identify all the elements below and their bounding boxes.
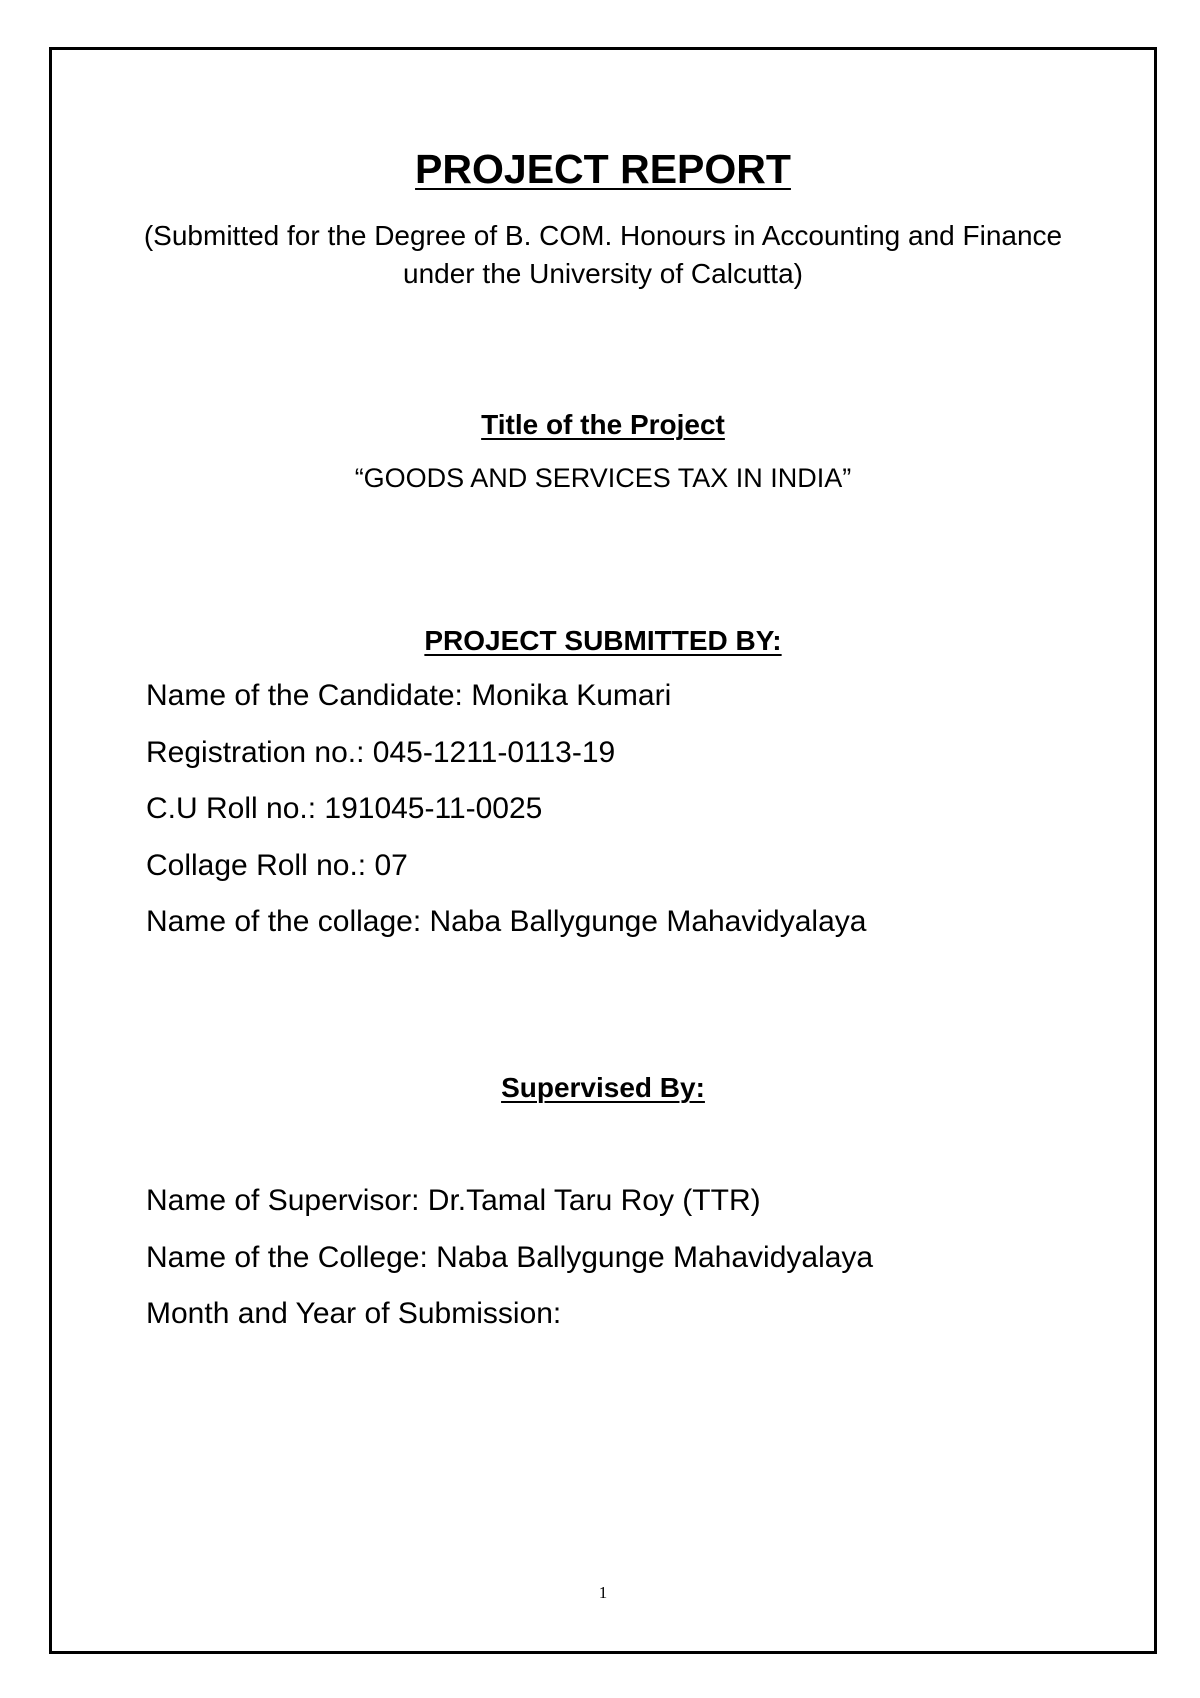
candidate-college-name: Name of the collage: Naba Ballygunge Mahavidyalaya: [146, 905, 867, 938]
supervisor-college-name: Name of the College: Naba Ballygunge Mahavidyalaya: [146, 1240, 874, 1274]
cu-roll-number: C.U Roll no.: 191045-11-0025: [146, 792, 543, 825]
candidate-name: Name of the Candidate: Monika Kumari: [146, 679, 672, 712]
project-title-heading: Title of the Project: [481, 409, 725, 440]
report-title: PROJECT REPORT: [415, 146, 791, 192]
submitted-by-heading: PROJECT SUBMITTED BY:: [424, 625, 782, 656]
report-subtitle: (Submitted for the Degree of B. COM. Honours in Accounting and Finance under the University of Calcutta): [143, 220, 1063, 289]
college-roll-number: Collage Roll no.: 07: [146, 848, 408, 882]
project-title: “GOODS AND SERVICES TAX IN INDIA”: [354, 463, 852, 493]
registration-number: Registration no.: 045-1211-0113-19: [146, 735, 616, 769]
supervised-by-heading: Supervised By:: [501, 1072, 705, 1103]
candidate-details: [146, 668, 866, 951]
supervisor-name: Name of Supervisor: Dr.Tamal Taru Roy (TTR): [146, 1184, 761, 1217]
page-number: 1: [598, 1583, 608, 1602]
submission-date: Month and Year of Submission:: [146, 1297, 562, 1330]
supervisor-details: [146, 1173, 873, 1343]
